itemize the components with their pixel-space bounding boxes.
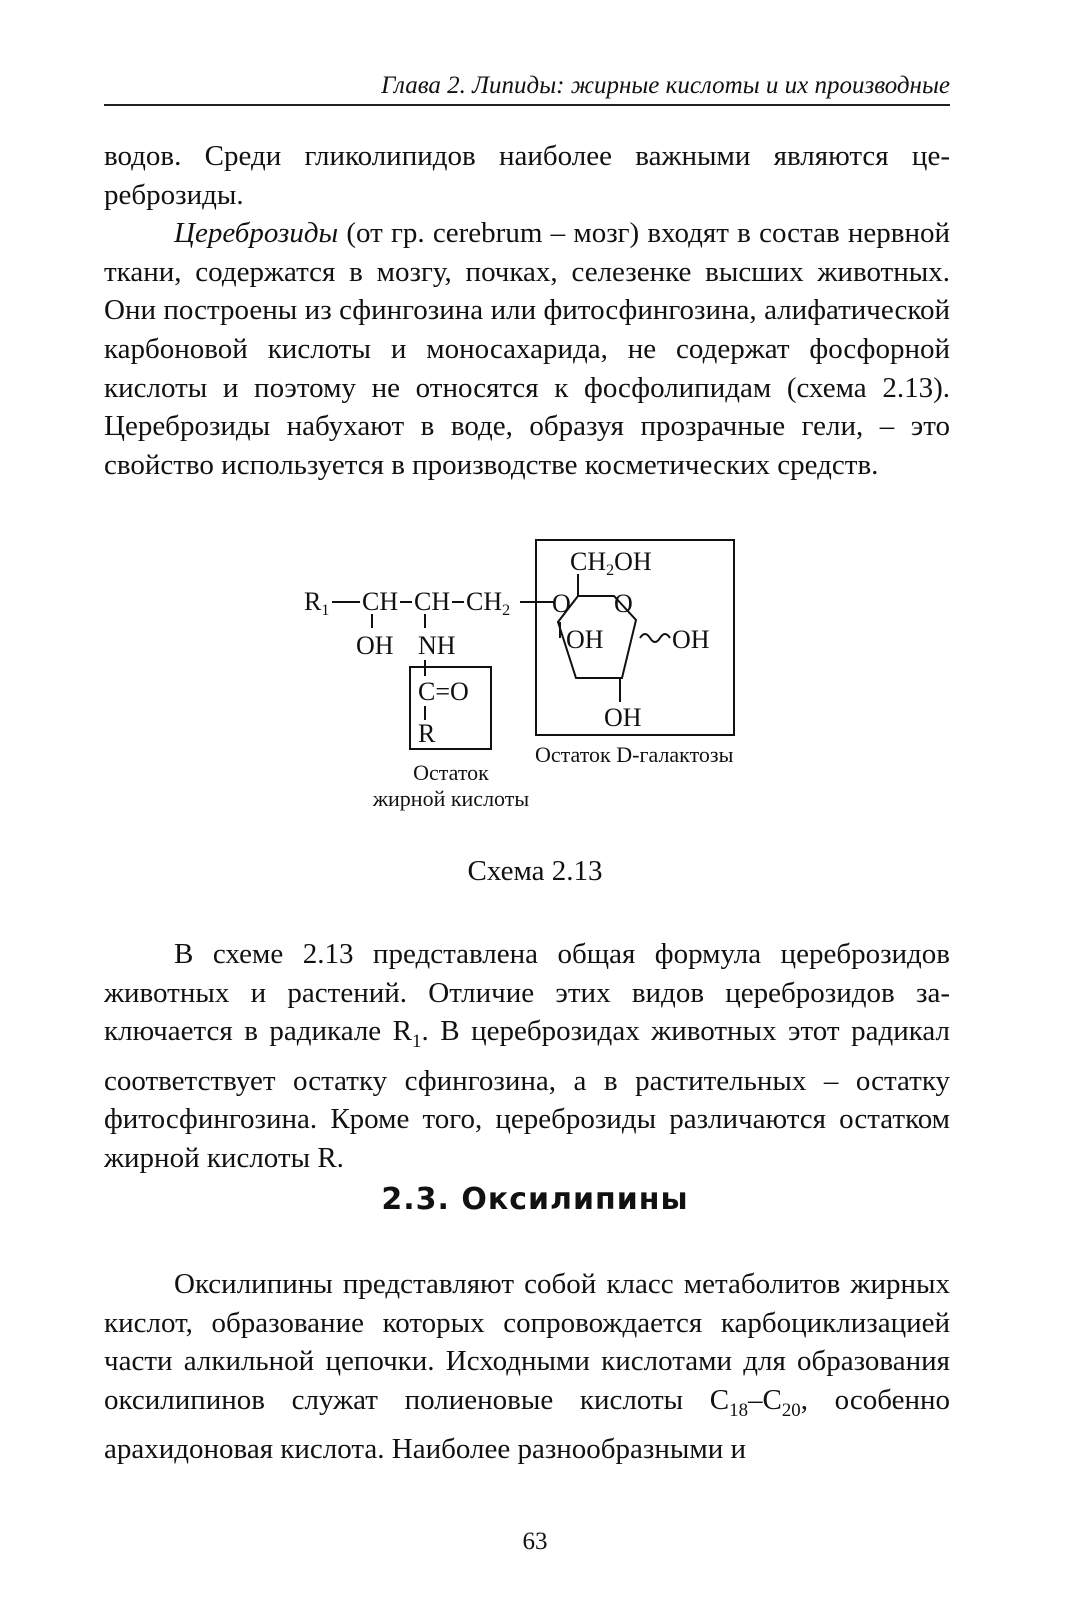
- oh-left-label: OH: [566, 625, 604, 654]
- ch-label-2: CH: [414, 587, 451, 616]
- fatty-acid-label-1: Остаток: [413, 760, 489, 785]
- galactose-label: Остаток D-галактозы: [535, 742, 734, 767]
- oh-label-1: OH: [356, 631, 394, 660]
- page-number: 63: [522, 1528, 548, 1555]
- ch-label-1: CH: [362, 587, 399, 616]
- paragraph-continuation: водов. Среди гликолипидов наиболее важными являются цереброзиды.: [104, 140, 950, 211]
- oh-bottom-label: OH: [604, 703, 642, 732]
- scheme-caption: Схема 2.13: [467, 855, 603, 887]
- running-header: Глава 2. Липиды: жирные кислоты и их производные: [104, 72, 950, 106]
- r1-label: R1: [304, 587, 330, 619]
- paragraph-oxylipins: Оксилипины представляют собой класс метаболитов жирных кислот, образование которых сопровождается карбоциклизацией части алкильной цепочки. Исходными кислотами для образования оксилипинов служат полиеновые кислоты $C_{18}-C_{20}$, особенно арахидоновая кислота. Наиболее разнообразными и: [104, 1268, 950, 1466]
- fatty-acid-label-2: жирной кислоты: [372, 786, 530, 811]
- wavy-bond: [640, 634, 670, 642]
- section-heading: 2.3. Оксилипины: [381, 1182, 689, 1217]
- nh-label: NH: [418, 631, 456, 660]
- body-text-top: [104, 137, 950, 484]
- term-cerebrosides: Цереброзиды: [174, 217, 339, 250]
- carbonyl-label: C=O: [418, 677, 469, 706]
- paragraph-cerebrosides: [104, 214, 950, 484]
- ch2-label: CH2: [466, 587, 511, 619]
- o-ring-label: O: [614, 589, 633, 618]
- oh-right-label: OH: [672, 625, 710, 654]
- paragraph-cerebrosides-text: (от гр. cerebrum – мозг) входят в состав нервной ткани, содержатся в мозгу, почках, селезенке высших животных. Они построены из сфингозина или фитосфингозина, алифатической карбоновой кислоты и моносахарида, не содержат фосфорной кислоты и поэтому не относятся к фосфолипидам (схема 2.13). Цереброзиды набухают в воде, образуя прозрачные гели, – это свойство используется в производстве косметических средств.: [104, 217, 950, 481]
- ch2oh-label: CH2OH: [570, 547, 652, 579]
- r-label: R: [418, 719, 436, 748]
- paragraph-scheme-description: В схеме 2.13 представлена общая формула цереброзидов животных и растений. Отличие этих видов цереброзидов заключается в радикале $R_1$. В цереброзидах животных этот радикал соответствует остатку сфингозина, а в растительных – остатку фитосфингозина. Кроме того, цереброзиды различаются остатком жирной кислоты R.: [104, 938, 950, 1174]
- o-link-label: O: [552, 589, 571, 618]
- cerebroside-structure-scheme: [280, 530, 760, 820]
- body-text-middle: [104, 935, 950, 1177]
- body-text-bottom: [104, 1265, 950, 1469]
